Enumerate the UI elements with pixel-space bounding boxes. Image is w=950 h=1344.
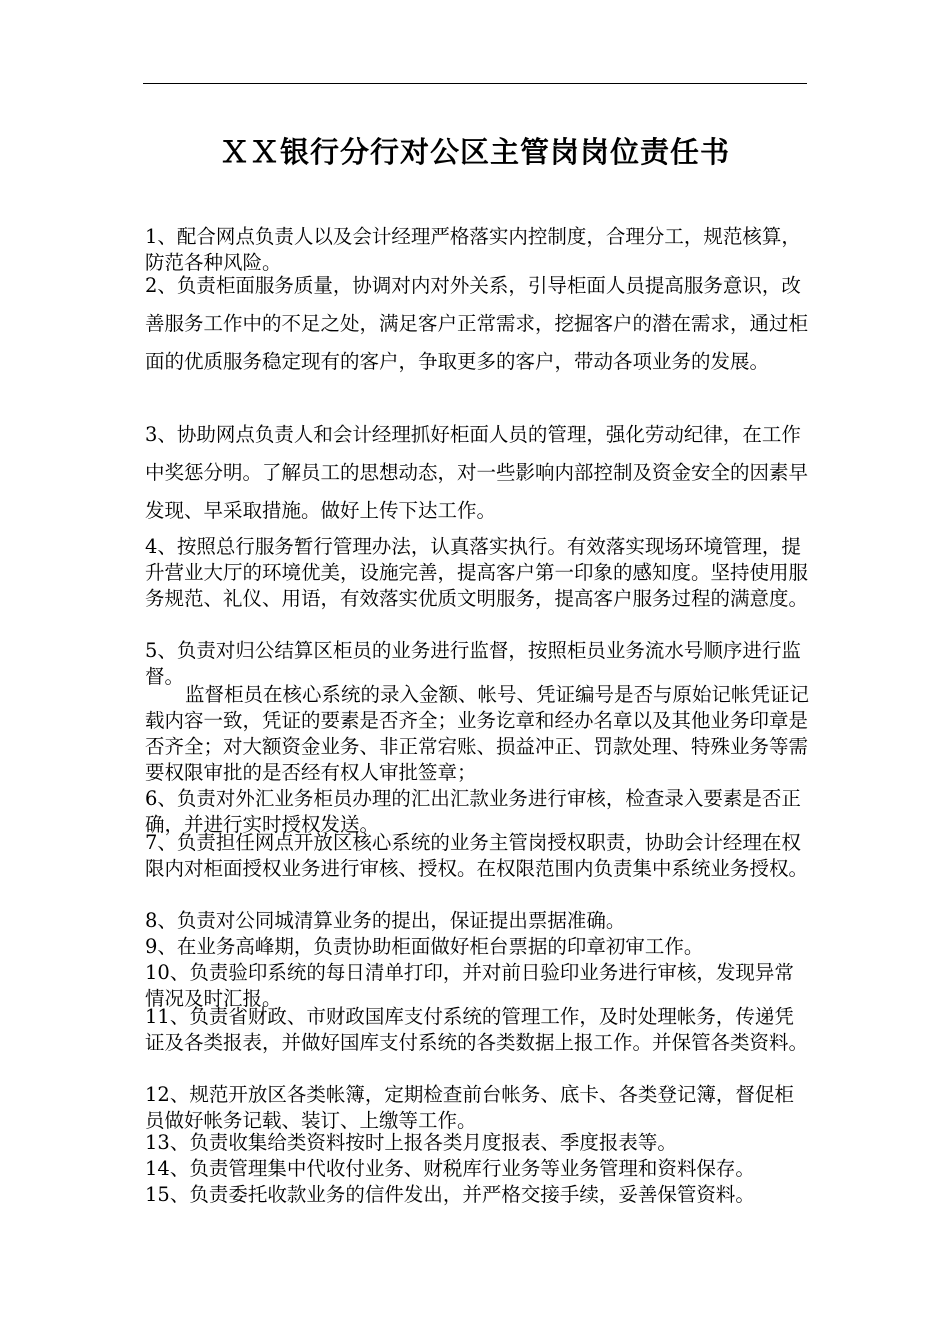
paragraph-6: 6、负责对外汇业务柜员办理的汇出汇款业务进行审核，检查录入要素是否正确，并进行实时授权发送。	[145, 787, 801, 836]
paragraph-5-detail: 监督柜员在核心系统的录入金额、帐号、凭证编号是否与原始记帐凭证记载内容一致，凭证的要素是否齐全；业务讫章和经办名章以及其他业务印章是否齐全；对大额资金业务、非正常宕账、损益冲正、罚款处理、特殊业务等需要权限审批的是否经有权人审批签章；	[145, 683, 810, 784]
paragraph-12: 12、规范开放区各类帐簿，定期检查前台帐务、底卡、各类登记簿，督促柜员做好帐务记载、装订、上缴等工作。	[145, 1083, 794, 1132]
paragraph-8: 8、负责对公同城清算业务的提出，保证提出票据准确。	[145, 909, 626, 932]
paragraph-11: 11、负责省财政、市财政国库支付系统的管理工作，及时处理帐务，传递凭证及各类报表，并做好国库支付系统的各类数据上报工作。并保管各类资料。	[145, 1005, 809, 1054]
paragraph-3: 3、协助网点负责人和会计经理抓好柜面人员的管理，强化劳动纪律，在工作中奖惩分明。了解员工的思想动态，对一些影响内部控制及资金安全的因素早发现、早采取措施。做好上传下达工作。	[145, 423, 809, 522]
document-title: ＸＸ银行分行对公区主管岗岗位责任书	[219, 135, 730, 169]
paragraph-13: 13、负责收集给类资料按时上报各类月度报表、季度报表等。	[145, 1131, 677, 1154]
paragraph-5: 5、负责对归公结算区柜员的业务进行监督，按照柜员业务流水号顺序进行监督。	[145, 639, 801, 688]
paragraph-2: 2、负责柜面服务质量，协调对内对外关系，引导柜面人员提高服务意识，改善服务工作中的不足之处，满足客户正常需求，挖掘客户的潜在需求，通过柜面的优质服务稳定现有的客户，争取更多的客户，带动各项业务的发展。	[145, 274, 809, 373]
paragraph-4: 4、按照总行服务暂行管理办法，认真落实执行。有效落实现场环境管理，提升营业大厅的环境优美，设施完善，提高客户第一印象的感知度。坚持使用服务规范、礼仪、用语，有效落实优质文明服务，提高客户服务过程的满意度。	[145, 535, 809, 610]
paragraph-14: 14、负责管理集中代收付业务、财税库行业务等业务管理和资料保存。	[145, 1157, 755, 1180]
paragraph-9: 9、在业务高峰期，负责协助柜面做好柜台票据的印章初审工作。	[145, 935, 704, 958]
paragraph-15: 15、负责委托收款业务的信件发出，并严格交接手续，妥善保管资料。	[145, 1183, 755, 1206]
paragraph-1: 1、配合网点负责人以及会计经理严格落实内控制度，合理分工，规范核算，防范各种风险。	[145, 225, 801, 274]
paragraph-10: 10、负责验印系统的每日清单打印，并对前日验印业务进行审核，发现异常情况及时汇报。	[145, 961, 794, 1010]
paragraph-7: 7、负责担任网点开放区核心系统的业务主管岗授权职责，协助会计经理在权限内对柜面授权业务进行审核、授权。在权限范围内负责集中系统业务授权。	[145, 831, 809, 880]
header-rule	[143, 83, 807, 84]
